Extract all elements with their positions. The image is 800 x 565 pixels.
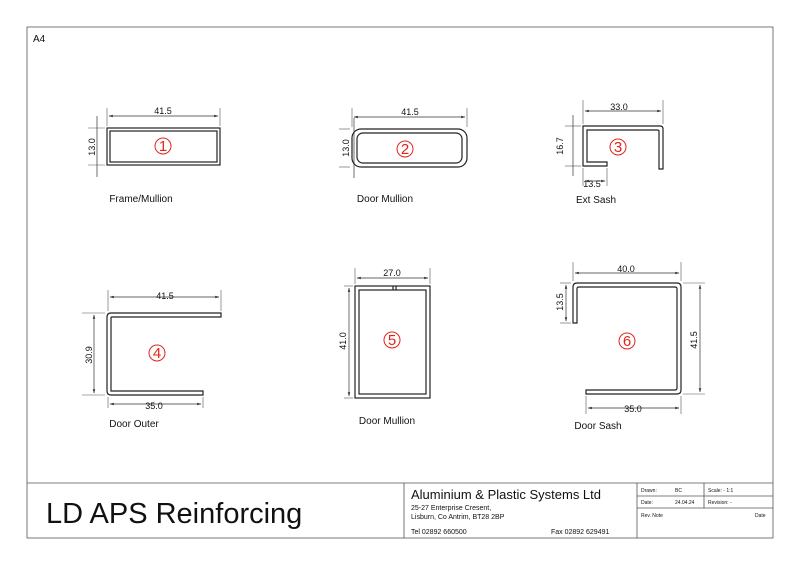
drawing-title: LD APS Reinforcing bbox=[46, 498, 303, 530]
profile-2-inner bbox=[357, 133, 462, 163]
profile-1 bbox=[87, 106, 220, 205]
profile-3-lip-dim: 13.5 bbox=[583, 179, 601, 189]
profile-6-height-dim: 41.5 bbox=[689, 331, 699, 349]
rev-note-label: Rev. Note bbox=[641, 513, 663, 519]
profile-6-bottom-dim: 35.0 bbox=[624, 404, 642, 414]
profile-2-outline bbox=[352, 129, 467, 167]
profile-2-width-dim: 41.5 bbox=[401, 107, 419, 117]
profile-5-caption: Door Mullion bbox=[358, 416, 416, 427]
scale-label: Scale: - 1:1 bbox=[708, 488, 734, 494]
company-fax: Fax 02892 629491 bbox=[551, 529, 610, 536]
profile-5-height-dim: 41.0 bbox=[338, 332, 348, 350]
profile-5 bbox=[338, 268, 430, 427]
sheet-size-label: A4 bbox=[33, 34, 46, 45]
profile-4-bottom-dim: 35.0 bbox=[145, 401, 163, 411]
profile-4-width-dim: 41.5 bbox=[156, 291, 174, 301]
rev-date-label: Date bbox=[755, 513, 766, 519]
profile-3-height-dim: 16.7 bbox=[555, 137, 565, 155]
profile-4-height-dim: 30.9 bbox=[84, 346, 94, 364]
profile-1-caption: Frame/Mullion bbox=[109, 194, 173, 205]
revision-label: Revision: - bbox=[708, 500, 732, 506]
profile-2-height-dim: 13.0 bbox=[341, 139, 351, 157]
profile-2 bbox=[339, 107, 467, 205]
profile-1-number: 1 bbox=[158, 138, 168, 155]
profile-5-number: 5 bbox=[387, 332, 397, 349]
drawn-label: Drawn: bbox=[641, 488, 657, 494]
profile-6 bbox=[555, 262, 705, 432]
profile-3-outline bbox=[583, 126, 663, 169]
profile-6-lip-height-dim: 13.5 bbox=[555, 293, 565, 311]
profile-3 bbox=[555, 100, 663, 206]
company-tel: Tel 02892 660500 bbox=[411, 529, 467, 536]
profile-6-caption: Door Sash bbox=[574, 421, 622, 432]
profile-5-width-dim: 27.0 bbox=[383, 268, 401, 278]
date-value: 24.04.24 bbox=[675, 500, 695, 506]
profile-6-number: 6 bbox=[622, 333, 632, 350]
profile-4-outline bbox=[107, 313, 221, 395]
company-address-line2: Lisburn, Co Antrim, BT28 2BP bbox=[411, 514, 505, 521]
profile-4 bbox=[82, 290, 221, 430]
profile-3-caption: Ext Sash bbox=[575, 195, 617, 206]
profile-3-number: 3 bbox=[613, 139, 623, 156]
profile-1-height-dim: 13.0 bbox=[87, 138, 97, 156]
date-label: Date: bbox=[641, 500, 653, 506]
profile-1-width-dim: 41.5 bbox=[154, 106, 172, 116]
company-address-line1: 25-27 Enterprise Cresent, bbox=[411, 505, 492, 512]
profile-3-width-dim: 33.0 bbox=[610, 102, 628, 112]
title-block bbox=[27, 483, 773, 538]
profile-4-number: 4 bbox=[152, 345, 162, 362]
drawn-value: BC bbox=[675, 488, 682, 494]
profile-6-width-dim: 40.0 bbox=[617, 264, 635, 274]
profile-4-caption: Door Outer bbox=[109, 419, 159, 430]
company-name: Aluminium & Plastic Systems Ltd bbox=[411, 487, 602, 502]
profile-2-caption: Door Mullion bbox=[356, 194, 414, 205]
profile-2-number: 2 bbox=[400, 141, 410, 158]
